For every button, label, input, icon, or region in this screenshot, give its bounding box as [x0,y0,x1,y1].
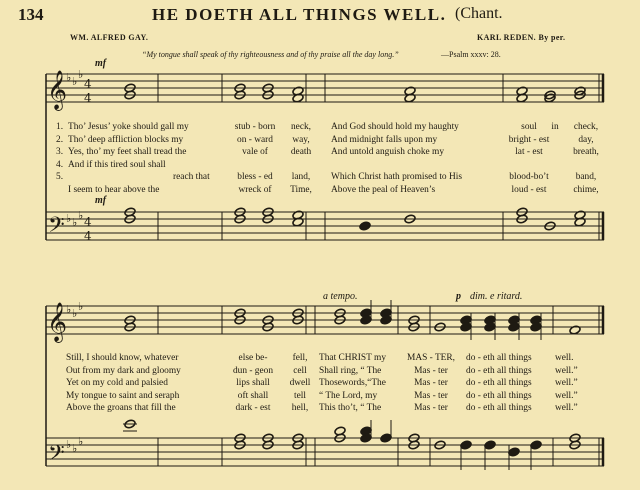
hymn-title: HE DOETH ALL THINGS WELL. [152,5,447,24]
lyric-syllables: else be- [238,353,268,363]
lyric-syllables [566,159,606,172]
lyric-syllables: lat - est [515,147,543,158]
lyric-line: do - eth all things [466,403,532,414]
lyric-syllables: fell, [292,353,308,363]
flat-icon: ♭ [72,307,78,320]
lyric-syllables [284,159,318,172]
verse-number: 4. [56,159,64,170]
composer-credit: KARL REDEN. By per. [477,33,566,42]
a-tempo-marking: a tempo. [323,291,358,302]
lyric-syllables: Mas - ter [414,390,448,401]
lyric-line: well. [555,353,574,363]
dim-ritard-marking: dim. e ritard. [470,291,523,302]
lyric-line: reach that [173,172,210,183]
flat-icon: ♭ [66,71,72,84]
lyric-line: Which Christ hath promised to His [331,172,462,183]
epigraph-quote: “My tongue shall speak of thy righteousness and of thy praise all the day long.” [142,50,399,59]
time-signature-top: 4 [84,77,92,91]
lyric-syllables: lips shall [236,378,270,389]
lyric-line: My tongue to saint and seraph [66,390,180,401]
note-head [530,440,542,450]
system1-col-a [68,121,210,197]
lyric-line: Tho’ Jesus’ yoke should gall my [68,122,189,132]
lyricist-credit: WM. ALFRED GAY. [70,33,149,42]
lyric-line: Thosewords,“The [319,378,386,389]
flat-icon: ♭ [72,75,78,88]
lyric-syllables: Mas - ter [414,378,448,389]
lyric-syllables: chime, [573,184,599,195]
bass-clef-icon: 𝄢 [48,441,65,471]
flat-icon: ♭ [78,300,84,313]
lyric-syllables: Mas - ter [414,365,448,376]
mf-bass-marking: mf [95,195,107,206]
p-marking: p [456,291,461,302]
lyric-line: Above the peal of Heaven’s [331,184,436,195]
lyric-line: This tho’t, “ The [319,403,382,414]
lyric-syllables: soul [521,122,537,132]
lyric-syllables: MAS - TER, [406,353,455,363]
lyric-line: well.” [555,365,578,376]
system2-col-e [404,352,458,415]
note-head [460,440,472,450]
flat-icon: ♭ [78,68,84,81]
lyric-line: well.” [555,378,578,389]
system2-col-f [466,352,532,415]
system1-col-c [284,121,318,197]
bass-clef-icon: 𝄢 [48,213,65,243]
lyric-line: And midnight falls upon my [331,134,438,145]
system2-col-g [555,352,578,415]
flat-icon: ♭ [72,216,78,229]
lyric-line: Yes, tho’ my feet shall tread the [68,147,187,158]
lyric-syllables: loud - est [511,184,547,195]
lyric-syllables: breath, [573,147,599,158]
lyric-line: do - eth all things [466,353,532,363]
lyric-syllables: vale of [242,147,268,158]
system1-col-f [541,121,569,134]
lyric-syllables: way, [292,134,310,145]
lyric-syllables: tell [294,390,306,401]
verse-number: 1. [56,122,64,132]
lyric-syllables: in [551,122,559,132]
lyric-line: And God should hold my haughty [331,122,459,132]
lyric-syllables: blood-bo’t [509,172,549,183]
lyric-syllables: on - ward [237,134,273,145]
lyric-syllables: bright - est [508,134,550,145]
lyric-syllables: neck, [290,122,312,132]
lyric-line: And untold anguish choke my [331,147,445,158]
lyric-syllables: death [290,147,312,158]
lyric-line: Out from my dark and gloomy [66,365,181,376]
time-signature-bottom: 4 [84,229,92,243]
lyric-syllables: stub - born [234,122,276,132]
lyric-syllables: cell [293,365,307,376]
lyric-line: That CHRIST my [319,353,387,363]
lyric-syllables: Time, [290,184,312,195]
lyric-syllables: band, [575,172,597,183]
note-head [508,447,520,457]
page-number: 134 [18,5,44,24]
lyric-syllables: dwell [289,378,311,389]
system1-verse-numbers [56,121,63,184]
verse-number: 5. [56,172,64,183]
system2-col-a [66,352,181,415]
system2-col-c [283,352,317,415]
system1-col-d [331,121,462,197]
system2-col-b [222,352,284,415]
lyric-syllables: wreck of [238,184,272,195]
flat-icon: ♭ [72,442,78,455]
flat-icon: ♭ [66,438,72,451]
lyric-line: “ The Lord, my [319,390,378,401]
lyric-line: do - eth all things [466,378,532,389]
lyric-line: Yet on my cold and palsied [66,378,168,389]
lyric-line: do - eth all things [466,390,532,401]
treble-clef-icon: 𝄞 [47,302,68,342]
lyric-line [331,159,462,172]
flat-icon: ♭ [78,209,84,222]
note-head [484,440,496,450]
lyric-line: Still, I should know, whatever [66,353,179,363]
system2-col-d [319,352,386,415]
system1-col-g [566,121,606,197]
lyric-syllables: check, [573,122,599,132]
lyric-syllables [506,159,552,172]
treble-clef-icon: 𝄞 [47,70,68,110]
lyric-line: I seem to hear above the [68,184,160,195]
lyric-syllables: land, [291,172,311,183]
lyric-syllables: Mas - ter [414,403,448,414]
flat-icon: ♭ [78,435,84,448]
lyric-syllables: day, [578,134,594,145]
lyric-line: well.” [555,403,578,414]
flat-icon: ♭ [66,303,72,316]
epigraph-reference: —Psalm xxxv: 28. [441,50,501,59]
flat-icon: ♭ [66,212,72,225]
title-note: (Chant. [455,5,503,22]
lyric-syllables: bless - ed [237,172,273,183]
time-signature-bottom: 4 [84,91,92,105]
lyric-line: Above the groans that fill the [66,403,176,414]
lyric-line: do - eth all things [466,365,532,376]
lyric-syllables: dun - geon [232,365,274,376]
verse-number: 3. [56,147,64,158]
note-head [380,433,392,443]
time-signature-top: 4 [84,215,92,229]
lyric-syllables: hell, [291,403,309,414]
lyric-syllables: dark - est [235,403,271,414]
lyric-line: Tho’ deep affliction blocks my [68,134,184,145]
lyric-syllables: oft shall [237,390,269,401]
lyric-line: well.” [555,390,578,401]
lyric-line: And if this tired soul shall [68,159,166,170]
lyric-syllables [224,159,286,172]
lyric-line: Shall ring, “ The [319,365,382,376]
mf-treble-marking: mf [95,58,107,69]
system1-col-b [224,121,286,197]
note-head [359,221,371,231]
verse-number: 2. [56,134,64,145]
